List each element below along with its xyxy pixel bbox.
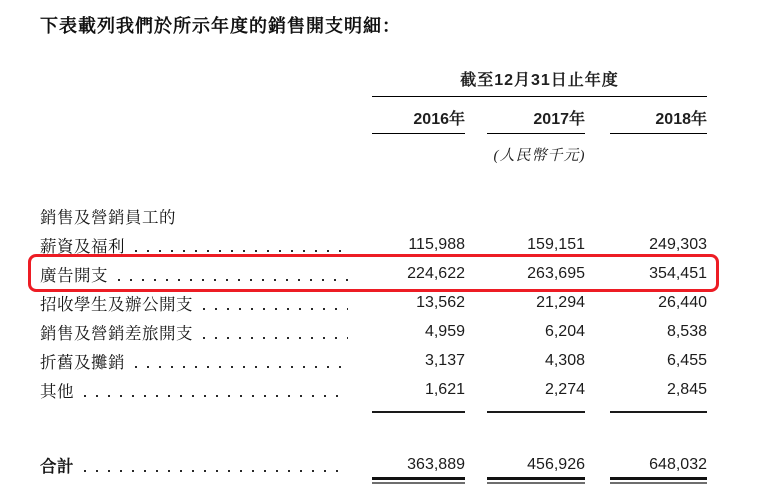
row-label: 廣告開支 xyxy=(40,265,108,285)
dot-leader xyxy=(118,279,348,281)
total-double-rule xyxy=(487,477,585,484)
cell-value-2017: 2,274 xyxy=(544,380,585,398)
col-header-2017: 2017年 xyxy=(487,106,585,134)
total-value-2017: 456,926 xyxy=(527,456,585,473)
row-label: 其他 xyxy=(40,381,74,401)
dot-leader xyxy=(203,308,348,310)
row-label: 招收學生及辦公開支 xyxy=(40,294,193,314)
cell-value-2016: 1,621 xyxy=(424,380,465,398)
table-row-salaries xyxy=(40,230,707,259)
total-rule-row xyxy=(40,477,707,484)
total-value-2016: 363,889 xyxy=(407,456,465,473)
column-rule xyxy=(372,411,465,413)
row-label: 折舊及攤銷 xyxy=(40,352,125,372)
dot-leader xyxy=(84,470,348,472)
dot-leader xyxy=(135,366,348,368)
cell-value-2017: 4,308 xyxy=(544,351,585,369)
cell-value-2018: 26,440 xyxy=(658,293,707,311)
dot-leader xyxy=(203,337,348,339)
currency-unit-note: (人民幣千元) xyxy=(493,148,586,164)
table-row-travel xyxy=(40,317,707,346)
table-row-advertising xyxy=(40,259,707,288)
period-header: 截至12月31日止年度 xyxy=(372,67,707,97)
cell-value-2016: 4,959 xyxy=(424,322,465,340)
row-label: 薪資及福利 xyxy=(40,236,125,256)
cell-value-2017: 6,204 xyxy=(544,322,585,340)
table-body xyxy=(40,201,707,484)
cell-value-2016: 13,562 xyxy=(416,293,465,311)
section-label: 銷售及營銷員工的 xyxy=(40,207,176,227)
column-rule xyxy=(610,411,707,413)
cell-value-2017: 21,294 xyxy=(536,293,585,311)
cell-value-2016: 224,622 xyxy=(407,264,465,282)
section-header-row xyxy=(40,201,707,230)
table-row-depreciation xyxy=(40,346,707,375)
table-row-recruitment-office xyxy=(40,288,707,317)
col-header-2018: 2018年 xyxy=(610,106,707,134)
cell-value-2018: 354,451 xyxy=(649,264,707,282)
cell-value-2018: 6,455 xyxy=(666,351,707,369)
cell-value-2016: 3,137 xyxy=(424,351,465,369)
column-headers-row xyxy=(40,106,707,134)
cell-value-2018: 249,303 xyxy=(649,235,707,253)
column-rule xyxy=(487,411,585,413)
cell-value-2017: 263,695 xyxy=(527,264,585,282)
row-label: 銷售及營銷差旅開支 xyxy=(40,323,193,343)
cell-value-2018: 2,845 xyxy=(666,380,707,398)
cell-value-2018: 8,538 xyxy=(666,322,707,340)
total-label: 合計 xyxy=(40,457,74,476)
col-header-2016: 2016年 xyxy=(372,106,465,134)
total-value-2018: 648,032 xyxy=(649,456,707,473)
selling-expenses-table xyxy=(40,12,707,484)
total-double-rule xyxy=(610,477,707,484)
dot-leader xyxy=(135,250,348,252)
subtotal-rule-row xyxy=(40,411,707,413)
cell-value-2017: 159,151 xyxy=(527,235,585,253)
table-row-others xyxy=(40,375,707,404)
table-row-total xyxy=(40,453,707,476)
cell-value-2016: 115,988 xyxy=(408,235,465,253)
dot-leader xyxy=(84,395,348,397)
page-title: 下表載列我們於所示年度的銷售開支明細： xyxy=(40,16,401,36)
total-double-rule xyxy=(372,477,465,484)
